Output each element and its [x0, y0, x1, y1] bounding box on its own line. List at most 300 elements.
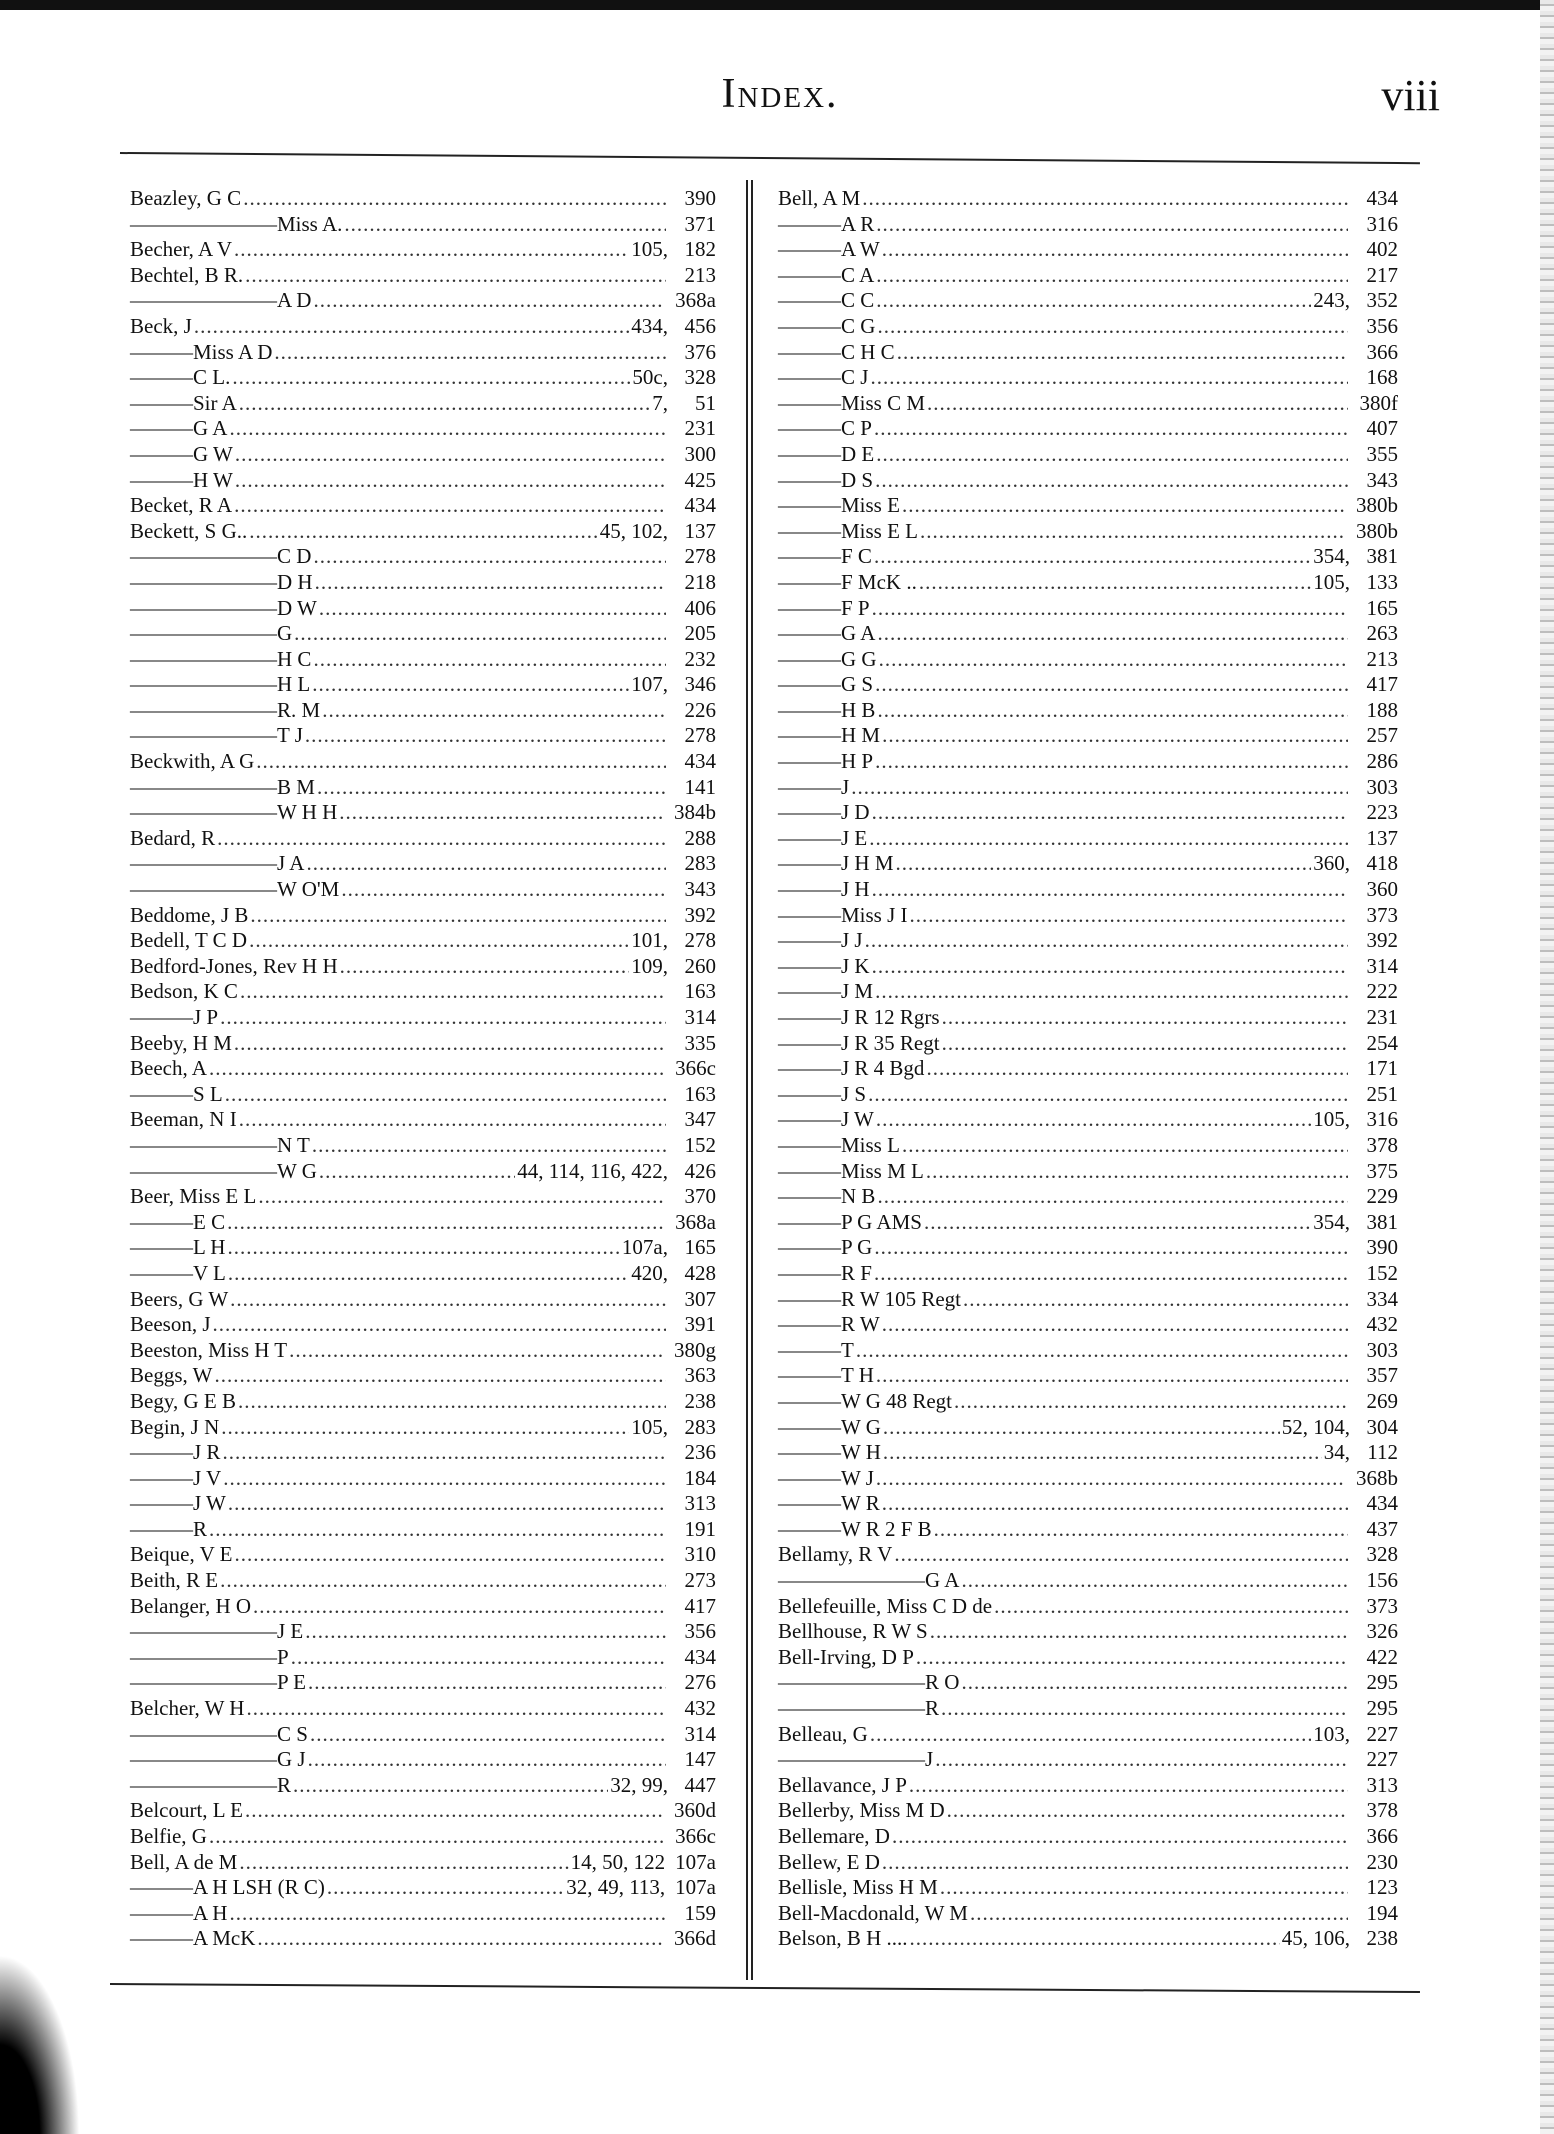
- index-entry: [130, 928, 716, 954]
- entry-page-number: 133: [1366, 569, 1398, 594]
- dot-leader: [882, 1491, 1348, 1517]
- index-entry: [130, 1824, 716, 1850]
- index-entry: [778, 416, 1398, 442]
- entry-page-number: 168: [1366, 365, 1398, 390]
- dot-leader: [947, 1798, 1348, 1824]
- index-entry: [778, 519, 1398, 545]
- dot-leader: [994, 1594, 1348, 1620]
- dot-leader: [963, 1287, 1348, 1313]
- entry-name: ———————D W: [130, 595, 317, 620]
- dot-leader: [909, 1773, 1348, 1799]
- index-entry: [130, 1210, 716, 1236]
- dot-leader: [258, 1184, 666, 1210]
- index-entry: [778, 698, 1398, 724]
- entry-name: Bellavance, J P: [778, 1772, 907, 1797]
- index-column-right: [778, 186, 1398, 1976]
- index-entry: [130, 340, 716, 366]
- index-entry: [130, 1696, 716, 1722]
- index-entry: [778, 1645, 1398, 1671]
- entry-name: ———————R: [130, 1772, 292, 1797]
- entry-extra-pages: 420,: [631, 1260, 668, 1285]
- entry-page-number: 366c: [675, 1824, 716, 1848]
- entry-name: ———J R 12 Rgrs: [778, 1005, 940, 1029]
- entry-name: Bechtel, B R.: [130, 262, 244, 287]
- index-entry: [130, 1107, 716, 1133]
- entry-name: ———————H C: [130, 646, 312, 671]
- entry-name: Bellisle, Miss H M: [778, 1875, 938, 1900]
- index-entry: [130, 493, 716, 519]
- index-entry: [778, 1210, 1398, 1236]
- entry-name: ———Miss J I: [778, 902, 908, 927]
- dot-leader: [916, 1645, 1348, 1671]
- dot-leader: [869, 826, 1348, 852]
- entry-extra-pages: 103,: [1313, 1721, 1350, 1746]
- entry-page-number: 123: [1366, 1875, 1398, 1900]
- dot-leader: [245, 263, 666, 289]
- entry-page-number: 378: [1366, 1798, 1398, 1823]
- entry-name: ———Miss E L: [778, 518, 919, 543]
- entry-page-number: 432: [1366, 1312, 1398, 1337]
- entry-page-number: 381: [1366, 544, 1398, 569]
- entry-name: ———Sir A: [130, 390, 237, 415]
- entry-name: Bell, A M: [778, 186, 861, 210]
- index-entry: [130, 1082, 716, 1108]
- entry-name: ———W G: [778, 1414, 881, 1439]
- dot-leader: [897, 340, 1348, 366]
- index-entry: [130, 1619, 716, 1645]
- index-entry: [130, 851, 716, 877]
- entry-name: ———T: [778, 1337, 854, 1362]
- entry-name: ———G W: [130, 441, 233, 466]
- entry-name: ———C J: [778, 365, 869, 390]
- entry-page-number: 303: [1366, 774, 1398, 799]
- dot-leader: [879, 647, 1348, 673]
- dot-leader: [970, 1901, 1348, 1927]
- entry-name: Beer, Miss E L: [130, 1184, 257, 1209]
- entry-page-number: 159: [684, 1900, 716, 1925]
- dot-leader: [870, 1722, 1311, 1748]
- entry-name: ———H P: [778, 749, 874, 774]
- entry-page-number: 205: [684, 621, 716, 646]
- index-entry: [130, 1415, 716, 1441]
- corner-shadow: [0, 1954, 80, 2134]
- entry-page-number: 257: [1366, 723, 1398, 748]
- index-entry: [130, 903, 716, 929]
- column-divider: [746, 180, 753, 1980]
- index-entry: [130, 1133, 716, 1159]
- entry-name: Beddome, J B: [130, 902, 249, 927]
- index-entry: [130, 1287, 716, 1313]
- entry-page-number: 283: [684, 851, 716, 876]
- entry-name: Beggs, W: [130, 1363, 213, 1388]
- index-entry: [130, 979, 716, 1005]
- index-entry: [130, 596, 716, 622]
- entry-name: ———————N T: [130, 1132, 310, 1157]
- entry-name: ———J H: [778, 877, 870, 902]
- entry-name: Bellerby, Miss M D: [778, 1798, 945, 1823]
- dot-leader: [856, 1338, 1348, 1364]
- index-entry: [778, 1491, 1398, 1517]
- entry-page-number: 152: [1366, 1260, 1398, 1285]
- entry-name: ———A H LSH (R C): [130, 1875, 325, 1900]
- index-entry: [130, 1747, 716, 1773]
- entry-name: ———H M: [778, 723, 881, 748]
- index-entry: [778, 186, 1398, 212]
- dot-leader: [246, 1696, 666, 1722]
- entry-page-number: 407: [1366, 416, 1398, 441]
- entry-page-number: 328: [684, 365, 716, 390]
- index-entry: [130, 1491, 716, 1517]
- top-rule: [120, 152, 1420, 164]
- index-entry: [130, 570, 716, 596]
- entry-name: Belanger, H O: [130, 1593, 252, 1618]
- index-entry: [778, 723, 1398, 749]
- entry-page-number: 194: [1366, 1900, 1398, 1925]
- dot-leader: [877, 314, 1348, 340]
- entry-name: ———G S: [778, 672, 874, 697]
- entry-name: ———C H C: [778, 339, 895, 364]
- entry-page-number: 232: [684, 646, 716, 671]
- entry-page-number: 238: [684, 1388, 716, 1413]
- index-entry: [778, 1466, 1398, 1492]
- entry-page-number: 156: [1366, 1568, 1398, 1593]
- index-entry: [778, 1287, 1398, 1313]
- dot-leader: [253, 1594, 666, 1620]
- entry-page-number: 314: [684, 1005, 716, 1029]
- dot-leader: [234, 1031, 666, 1057]
- dot-leader: [228, 1491, 666, 1517]
- index-entry: [130, 1056, 716, 1082]
- entry-page-number: 447: [684, 1772, 716, 1797]
- entry-page-number: 217: [1366, 262, 1398, 287]
- dot-leader: [872, 800, 1348, 826]
- entry-page-number: 313: [1366, 1772, 1398, 1797]
- index-entry: [130, 544, 716, 570]
- entry-page-number: 328: [1366, 1542, 1398, 1567]
- entry-page-number: 283: [684, 1414, 716, 1439]
- entry-page-number: 366: [1366, 339, 1398, 364]
- index-entry: [130, 1159, 716, 1185]
- entry-page-number: 304: [1366, 1414, 1398, 1439]
- index-entry: [778, 314, 1398, 340]
- dot-leader: [339, 800, 662, 826]
- index-entry: [130, 288, 716, 314]
- entry-name: Beeson, J: [130, 1312, 211, 1337]
- entry-name: ———————B M: [130, 774, 315, 799]
- entry-page-number: 184: [684, 1465, 716, 1490]
- dot-leader: [313, 288, 663, 314]
- entry-page-number: 137: [1366, 825, 1398, 850]
- page-top-edge: [0, 0, 1554, 10]
- dot-leader: [340, 954, 630, 980]
- dot-leader: [249, 928, 629, 954]
- entry-page-number: 434: [684, 1644, 716, 1669]
- dot-leader: [924, 1210, 1311, 1236]
- dot-leader: [257, 1926, 662, 1952]
- entry-page-number: 380b: [1356, 493, 1398, 518]
- entry-name: ———————W O'M: [130, 877, 340, 902]
- index-entry: [778, 1056, 1398, 1082]
- index-entry: [130, 314, 716, 340]
- entry-page-number: 147: [684, 1747, 716, 1772]
- entry-extra-pages: 7,: [652, 390, 668, 415]
- entry-page-number: 373: [1366, 902, 1398, 927]
- entry-page-number: 278: [684, 928, 716, 953]
- entry-name: Beech, A: [130, 1056, 207, 1081]
- entry-page-number: 456: [684, 313, 716, 338]
- entry-extra-pages: 109,: [631, 953, 668, 978]
- index-entry: [778, 928, 1398, 954]
- index-entry: [778, 1415, 1398, 1441]
- entry-page-number: 437: [1366, 1516, 1398, 1541]
- dot-leader: [851, 775, 1348, 801]
- dot-leader: [312, 672, 629, 698]
- entry-name: Bedford-Jones, Rev H H: [130, 953, 338, 978]
- entry-page-number: 238: [1366, 1926, 1398, 1951]
- entry-extra-pages: 354,: [1313, 1209, 1350, 1234]
- entry-extra-pages: 45, 106,: [1281, 1926, 1350, 1951]
- entry-extra-pages: 354,: [1313, 544, 1350, 569]
- entry-name: Beique, V E: [130, 1542, 233, 1567]
- entry-page-number: 434: [1366, 186, 1398, 210]
- dot-leader: [902, 493, 1344, 519]
- dot-leader: [245, 1798, 662, 1824]
- dot-leader: [294, 621, 666, 647]
- entry-name: ———J V: [130, 1465, 222, 1490]
- entry-page-number: 366d: [674, 1926, 716, 1951]
- dot-leader: [235, 468, 666, 494]
- entry-name: ———W J: [778, 1465, 874, 1490]
- entry-name: ———Miss C M: [778, 390, 926, 415]
- entry-name: Begin, J N: [130, 1414, 220, 1439]
- index-entry: [778, 749, 1398, 775]
- entry-name: Beith, R E: [130, 1568, 219, 1593]
- entry-name: ———————G A: [778, 1568, 960, 1593]
- entry-name: ———————R: [778, 1696, 940, 1721]
- index-entry: [778, 1235, 1398, 1261]
- index-entry: [130, 1440, 716, 1466]
- entry-page-number: 334: [1366, 1286, 1398, 1311]
- entry-page-number: 273: [684, 1568, 716, 1593]
- entry-page-number: 406: [684, 595, 716, 620]
- entry-name: ———————C S: [130, 1721, 308, 1746]
- dot-leader: [941, 1696, 1348, 1722]
- index-entry: [778, 493, 1398, 519]
- index-entry: [778, 1850, 1398, 1876]
- dot-leader: [213, 1312, 667, 1338]
- entry-name: ———————H L: [130, 672, 311, 697]
- index-entry: [778, 1082, 1398, 1108]
- entry-name: Belfie, G: [130, 1824, 207, 1848]
- entry-name: Beeston, Miss H T: [130, 1337, 288, 1362]
- entry-name: Becher, A V: [130, 237, 233, 262]
- entry-name: ———S L: [130, 1081, 223, 1106]
- entry-page-number: 278: [684, 723, 716, 748]
- index-entry: [778, 391, 1398, 417]
- entry-name: ———D E: [778, 441, 875, 466]
- entry-page-number: 314: [1366, 953, 1398, 978]
- entry-name: Bellew, E D: [778, 1849, 880, 1874]
- dot-leader: [875, 979, 1348, 1005]
- entry-page-number: 313: [684, 1491, 716, 1516]
- dot-leader: [919, 570, 1311, 596]
- index-entry: [130, 826, 716, 852]
- entry-extra-pages: 107a,: [621, 1235, 668, 1260]
- entry-name: Belcher, W H: [130, 1696, 245, 1721]
- index-entry: [778, 544, 1398, 570]
- entry-extra-pages: 105,: [1313, 569, 1350, 594]
- dot-leader: [217, 826, 666, 852]
- dot-leader: [344, 212, 666, 238]
- entry-extra-pages: 434,: [631, 313, 668, 338]
- dot-leader: [250, 903, 666, 929]
- entry-name: ———————G: [130, 621, 293, 646]
- entry-name: ———————C D: [130, 544, 312, 569]
- entry-name: Bell, A de M: [130, 1849, 238, 1874]
- entry-page-number: 380f: [1359, 390, 1398, 415]
- dot-leader: [209, 1824, 663, 1850]
- entry-page-number: 310: [684, 1542, 716, 1567]
- index-entry: [130, 1261, 716, 1287]
- index-entry: [778, 1005, 1398, 1031]
- entry-page-number: 227: [1366, 1721, 1398, 1746]
- dot-leader: [902, 1133, 1348, 1159]
- entry-extra-pages: 32, 49, 113,: [566, 1875, 666, 1900]
- index-entry: [778, 877, 1398, 903]
- entry-page-number: 165: [684, 1235, 716, 1260]
- entry-name: ———G A: [130, 416, 228, 441]
- index-entry: [778, 903, 1398, 929]
- index-entry: [778, 851, 1398, 877]
- entry-page-number: 376: [684, 339, 716, 364]
- entry-name: ———Miss L: [778, 1132, 900, 1157]
- index-entry: [778, 1312, 1398, 1338]
- dot-leader: [194, 314, 629, 340]
- index-entry: [778, 1031, 1398, 1057]
- dot-leader: [239, 391, 650, 417]
- dot-leader: [961, 1568, 1348, 1594]
- entry-page-number: 260: [684, 953, 716, 978]
- entry-name: Beckett, S G..: [130, 518, 248, 543]
- dot-leader: [305, 723, 666, 749]
- entry-page-number: 356: [684, 1619, 716, 1644]
- dot-leader: [308, 1747, 666, 1773]
- index-entry: [778, 1722, 1398, 1748]
- entry-name: ———J W: [778, 1107, 874, 1132]
- dot-leader: [876, 442, 1348, 468]
- index-entry: [130, 1338, 716, 1364]
- index-entry: [778, 1568, 1398, 1594]
- entry-page-number: 356: [1366, 313, 1398, 338]
- entry-name: ———W R 2 F B: [778, 1516, 932, 1541]
- entry-page-number: 188: [1366, 697, 1398, 722]
- dot-leader: [227, 1235, 619, 1261]
- entry-page-number: 171: [1366, 1056, 1398, 1081]
- index-entry: [778, 954, 1398, 980]
- index-entry: [778, 826, 1398, 852]
- entry-page-number: 141: [684, 774, 716, 799]
- entry-name: Beckwith, A G: [130, 749, 255, 774]
- dot-leader: [892, 1824, 1348, 1850]
- dot-leader: [319, 596, 666, 622]
- entry-name: ———R W: [778, 1312, 880, 1337]
- entry-page-number: 343: [1366, 467, 1398, 492]
- entry-name: ———C C: [778, 288, 875, 313]
- entry-name: ———————A D: [130, 288, 312, 313]
- dot-leader: [940, 1875, 1348, 1901]
- index-entry: [130, 1389, 716, 1415]
- index-entry: [778, 621, 1398, 647]
- index-entry: [778, 1261, 1398, 1287]
- entry-page-number: 426: [684, 1158, 716, 1183]
- dot-leader: [322, 698, 666, 724]
- entry-page-number: 347: [684, 1107, 716, 1132]
- entry-page-number: 434: [684, 493, 716, 518]
- dot-leader: [232, 365, 630, 391]
- entry-extra-pages: 14, 50, 122: [570, 1849, 666, 1874]
- page-title: Index.: [721, 71, 839, 117]
- index-entry: [130, 775, 716, 801]
- entry-name: Bedell, T C D: [130, 928, 248, 953]
- entry-page-number: 417: [684, 1593, 716, 1618]
- dot-leader: [313, 647, 666, 673]
- entry-name: Bellemare, D: [778, 1824, 890, 1848]
- dot-leader: [234, 1542, 666, 1568]
- index-entry: [130, 1184, 716, 1210]
- dot-leader: [876, 1107, 1311, 1133]
- dot-leader: [874, 1235, 1348, 1261]
- dot-leader: [310, 1722, 666, 1748]
- dot-leader: [223, 1466, 666, 1492]
- entry-page-number: 402: [1366, 237, 1398, 262]
- entry-name: ———————G J: [130, 1747, 306, 1772]
- entry-page-number: 366: [1366, 1824, 1398, 1848]
- entry-name: ———A W: [778, 237, 880, 262]
- entry-page-number: 352: [1366, 288, 1398, 313]
- page-header: [120, 60, 1440, 130]
- index-entry: [130, 1594, 716, 1620]
- entry-name: ———J K: [778, 953, 870, 978]
- entry-page-number: 152: [684, 1132, 716, 1157]
- index-entry: [130, 1542, 716, 1568]
- entry-name: ———R F: [778, 1260, 872, 1285]
- dot-leader: [240, 979, 666, 1005]
- dot-leader: [942, 1031, 1348, 1057]
- dot-leader: [289, 1338, 662, 1364]
- index-entry: [778, 647, 1398, 673]
- entry-extra-pages: 44, 114, 116, 422,: [517, 1158, 668, 1183]
- entry-extra-pages: 101,: [631, 928, 668, 953]
- entry-page-number: 432: [684, 1696, 716, 1721]
- entry-name: Bellhouse, R W S: [778, 1619, 928, 1644]
- dot-leader: [877, 1184, 1348, 1210]
- entry-page-number: 303: [1366, 1337, 1398, 1362]
- entry-name: ———V L: [130, 1260, 226, 1285]
- entry-page-number: 346: [684, 672, 716, 697]
- entry-page-number: 371: [684, 211, 716, 236]
- entry-name: ———R W 105 Regt: [778, 1286, 961, 1311]
- entry-page-number: 316: [1366, 1107, 1398, 1132]
- entry-name: ———F P: [778, 595, 870, 620]
- entry-extra-pages: 32, 99,: [610, 1772, 668, 1797]
- index-entry: [130, 1517, 716, 1543]
- dot-leader: [249, 519, 598, 545]
- entry-extra-pages: 105,: [631, 237, 668, 262]
- dot-leader: [341, 877, 666, 903]
- dot-leader: [877, 621, 1348, 647]
- index-entry: [778, 979, 1398, 1005]
- entry-name: Beeman, N I: [130, 1107, 237, 1132]
